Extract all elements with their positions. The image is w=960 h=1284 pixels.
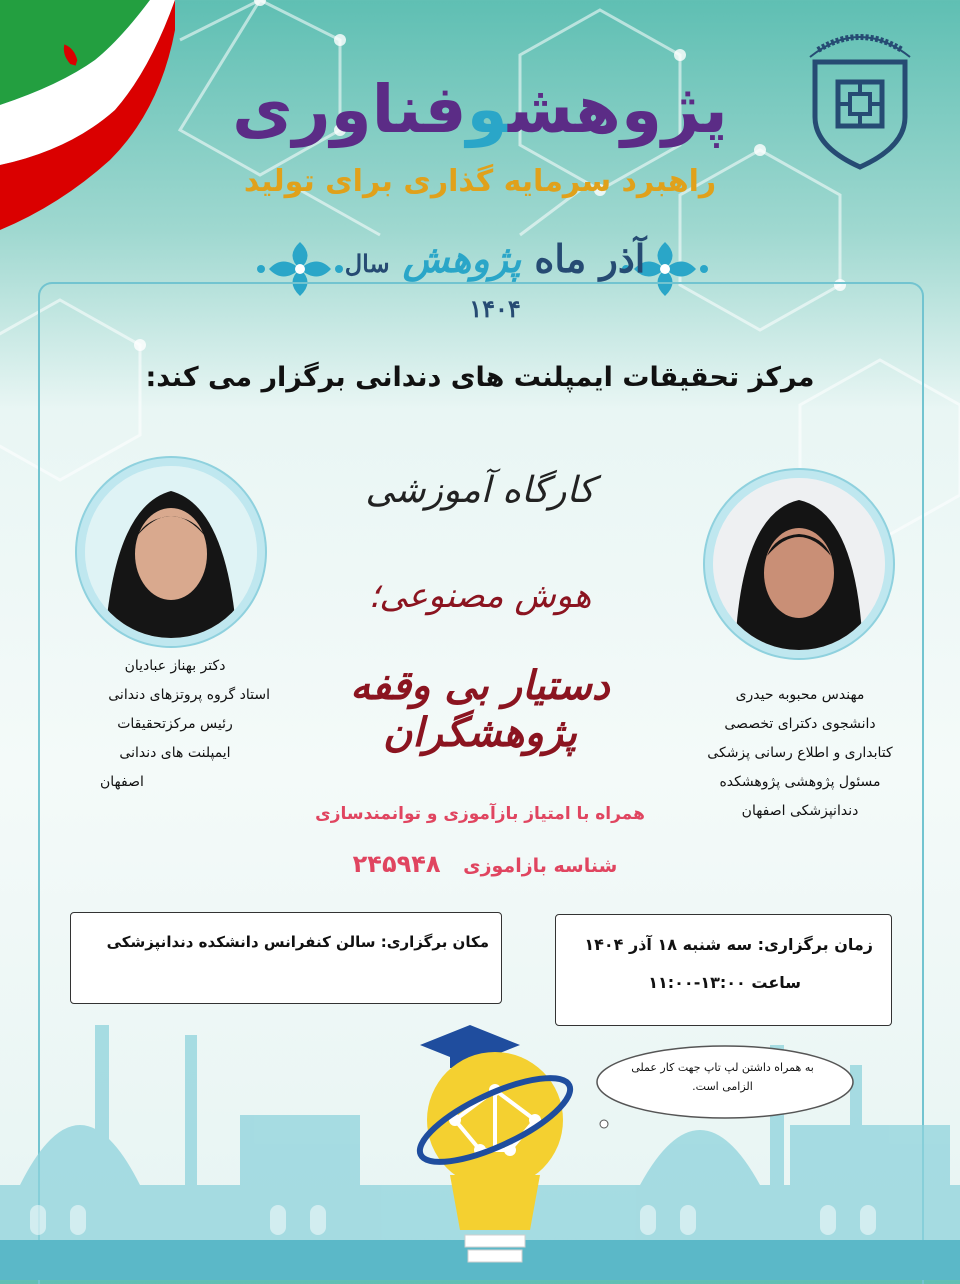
speaker-right-line2: دانشجوی دکترای تخصصی xyxy=(724,716,876,732)
venue-text: مکان برگزاری: سالن کنفرانس دانشکده دندانپزشکی xyxy=(106,933,489,951)
university-emblem-logo xyxy=(800,22,920,172)
retraining-code xyxy=(350,850,620,878)
laptop-note-line1: به همراه داشتن لپ تاپ جهت کار عملی xyxy=(631,1061,814,1074)
speaker-right-bio xyxy=(680,681,920,826)
schedule-time: ساعت ۱۳:۰۰-۱۱:۰۰ xyxy=(648,973,801,992)
title-connector: و xyxy=(466,71,509,148)
speaker-left-portrait xyxy=(85,466,257,638)
workshop-title-line2: دستیار بی وقفه پژوهشگران xyxy=(350,662,610,756)
script-word: پژوهش xyxy=(402,236,522,281)
speaker-right-line3: کتابداری و اطلاع رسانی پزشکی xyxy=(707,745,893,761)
lightbulb-graduation-icon xyxy=(410,1010,580,1280)
code-label: شناسه بازاموزی xyxy=(463,855,618,877)
laptop-note-line2: الزامی است. xyxy=(692,1080,753,1093)
speaker-left-bio xyxy=(80,652,270,797)
workshop-type: کارگاه آموزشی xyxy=(365,470,595,511)
speaker-right-name: مهندس محبوبه حیدری xyxy=(735,687,865,703)
month-label: آذر ماه xyxy=(534,236,646,281)
organizer-heading: مرکز تحقیقات ایمپلنت های دندانی برگزار می کند: xyxy=(145,362,815,393)
year-label: سال ۱۴۰۴ xyxy=(344,249,521,323)
workshop-title-line1: هوش مصنوعی؛ xyxy=(368,576,592,616)
title-part2: فناوری xyxy=(232,71,467,148)
subtitle: راهبرد سرمایه گذاری برای تولید xyxy=(243,164,717,199)
speaker-left-line5: اصفهان xyxy=(100,774,144,790)
laptop-note xyxy=(610,1058,835,1096)
speaker-left-photo xyxy=(85,466,257,638)
iran-flag-icon xyxy=(0,0,175,230)
accreditation-note: همراه با امتیاز بازآموزی و توانمندسازی xyxy=(315,804,645,824)
venue-box xyxy=(70,912,502,1004)
speaker-right-portrait xyxy=(713,478,885,650)
speaker-right-line5: دندانپزشکی اصفهان xyxy=(741,803,859,819)
speaker-left-line2: استاد گروه پروتزهای دندانی xyxy=(108,687,270,703)
speaker-left-line3: رئیس مرکزتحقیقات xyxy=(117,716,233,732)
main-title xyxy=(190,70,770,150)
speaker-left-name: دکتر بهناز عبادیان xyxy=(124,658,226,674)
code-value: ۲۴۵۹۴۸ xyxy=(352,850,441,878)
title-part1: پژوهش xyxy=(508,71,728,148)
speaker-right-line4: مسئول پژوهشی پژوهشکده xyxy=(719,774,881,790)
speaker-right-photo xyxy=(713,478,885,650)
schedule-date: زمان برگزاری: سه شنبه ۱۸ آذر ۱۴۰۴ xyxy=(584,935,873,954)
speaker-left-line4: ایمپلنت های دندانی xyxy=(119,745,231,761)
